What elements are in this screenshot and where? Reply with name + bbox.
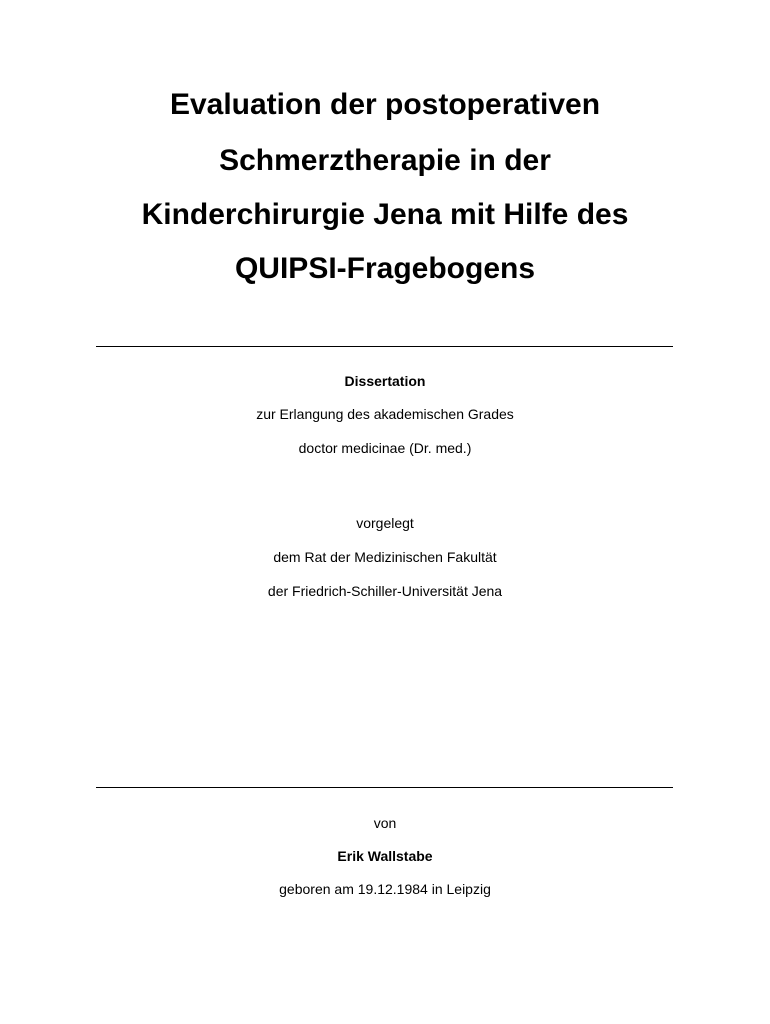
submission-university: der Friedrich-Schiller-Universität Jena xyxy=(267,583,503,599)
degree-purpose: zur Erlangung des akademischen Grades xyxy=(256,406,514,422)
title-line-2: Schmerztherapie in der xyxy=(219,144,551,177)
degree-name: doctor medicinae (Dr. med.) xyxy=(298,440,472,456)
author-name: Erik Wallstabe xyxy=(337,848,433,864)
author-by: von xyxy=(373,815,397,831)
document-type: Dissertation xyxy=(344,373,426,389)
submission-label: vorgelegt xyxy=(356,515,414,531)
bottom-divider xyxy=(96,787,673,788)
top-divider xyxy=(96,346,673,347)
title-line-1: Evaluation der postoperativen xyxy=(169,88,601,121)
submission-body: dem Rat der Medizinischen Fakultät xyxy=(273,549,497,565)
title-line-4: QUIPSI-Fragebogens xyxy=(234,252,536,285)
title-line-3: Kinderchirurgie Jena mit Hilfe des xyxy=(141,198,629,231)
author-birth: geboren am 19.12.1984 in Leipzig xyxy=(279,881,491,897)
